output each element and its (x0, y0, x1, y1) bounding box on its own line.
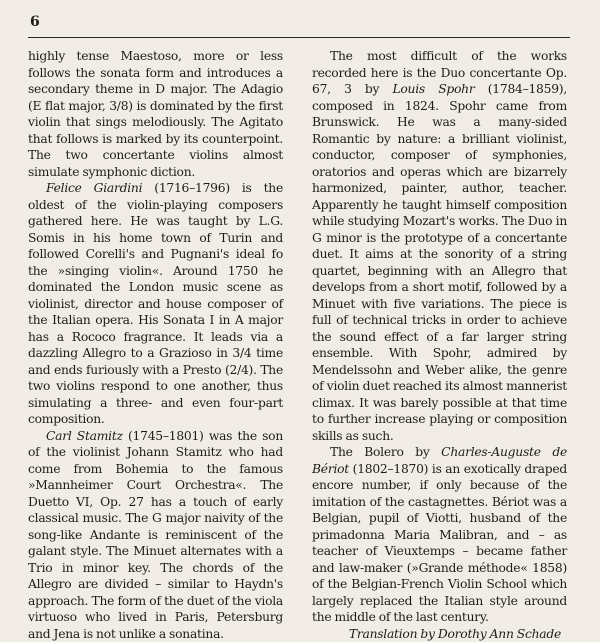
page-number: 6 (30, 14, 40, 30)
paragraph-stamitz (28, 428, 283, 642)
header-rule (28, 37, 570, 38)
paragraph-beriot-text-a: The Bolero by (330, 445, 441, 459)
left-column (28, 48, 283, 642)
paragraph-spohr-text-a: The most difficult of the works recorded here is the Duo concertante Op. 67, 3 by (312, 49, 567, 96)
paragraph-beriot (312, 444, 567, 626)
paragraph-giardini (28, 180, 283, 428)
composer-name-stamitz: Carl Stamitz (46, 429, 123, 443)
composer-name-giardini: Felice Giardini (46, 181, 142, 195)
paragraph-spohr (312, 48, 567, 444)
translation-credit: Translation by Dorothy Ann Schade (312, 626, 567, 642)
composer-name-beriot: Charles-Auguste de Bériot (312, 445, 567, 476)
composer-name-spohr: Louis Spohr (392, 82, 474, 96)
right-column (312, 48, 567, 642)
paragraph-spohr-text-b: (1784–1859), composed in 1824. Spohr came from Brunswick. He was a many-sided Romantic by nature: a brilliant violinist, conductor, composer of symphonies, oratorios and operas which are bizarrely harmonized, painter, author, teacher. Apparently he taught himself composition while studying Mozart's works. The Duo in G minor is the prototype of a concertante duet. It aims at the sonority of a string quartet, beginning with an Allegro that develops from a short motif, followed by a Minuet with five variations. The piece is full of technical tricks in order to achieve the sound effect of a far larger string ensemble. With Spohr, admired by Mendelssohn and Weber alike, the genre of violin duet reached its almost mannerist climax. It was barely possible at that time to further increase playing or composition skills as such. (312, 82, 567, 443)
paragraph-beriot-text-b: (1802–1870) is an exotically draped encore number, if only because of the imitation of the castagnettes. Bériot was a Belgian, pupil of Viotti, husband of the primadonna Maria Malibran, and – as teacher of Vieuxtemps – became father and law-maker (»Grande méthode« 1858) of the Belgian-French Violin School which largely replaced the Italian style around the middle of the last century. (312, 462, 567, 625)
paragraph-maestoso: highly tense Maestoso, more or less follows the sonata form and introduces a secondary theme in D major. The Adagio (E flat major, 3/8) is dominated by the first violin that sings melodiously. The Agitato that follows is marked by its counterpoint. The two concertante violins almost simulate symphonic diction. (28, 48, 283, 180)
paragraph-giardini-text: (1716–1796) is the oldest of the violin-playing composers gathered here. He was taught by L.G. Somis in his home town of Turin and followed Corelli's and Pugnani's ideal fo the »singing violin«. Around 1750 he dominated the London music scene as violinist, director and house composer of the Italian opera. His Sonata I in A major has a Rococo fragrance. It leads via a dazzling Allegro to a Grazioso in 3/4 time and ends furiously with a Presto (2/4). The two violins respond to one another, thus simulating a three- and even four-part composition. (28, 181, 283, 426)
paragraph-stamitz-text: (1745–1801) was the son of the violinist Johann Stamitz who had come from Bohemia to the famous »Mannheimer Court Orchestra«. The Duetto VI, Op. 27 has a touch of early classical music. The G major naivity of the song-like Andante is reminiscent of the galant style. The Minuet alternates with a Trio in minor key. The chords of the Allegro are divided – similar to Haydn's approach. The form of the duet of the viola virtuoso who lived in Paris, Petersburg and Jena is not unlike a sonatina. (28, 429, 283, 641)
